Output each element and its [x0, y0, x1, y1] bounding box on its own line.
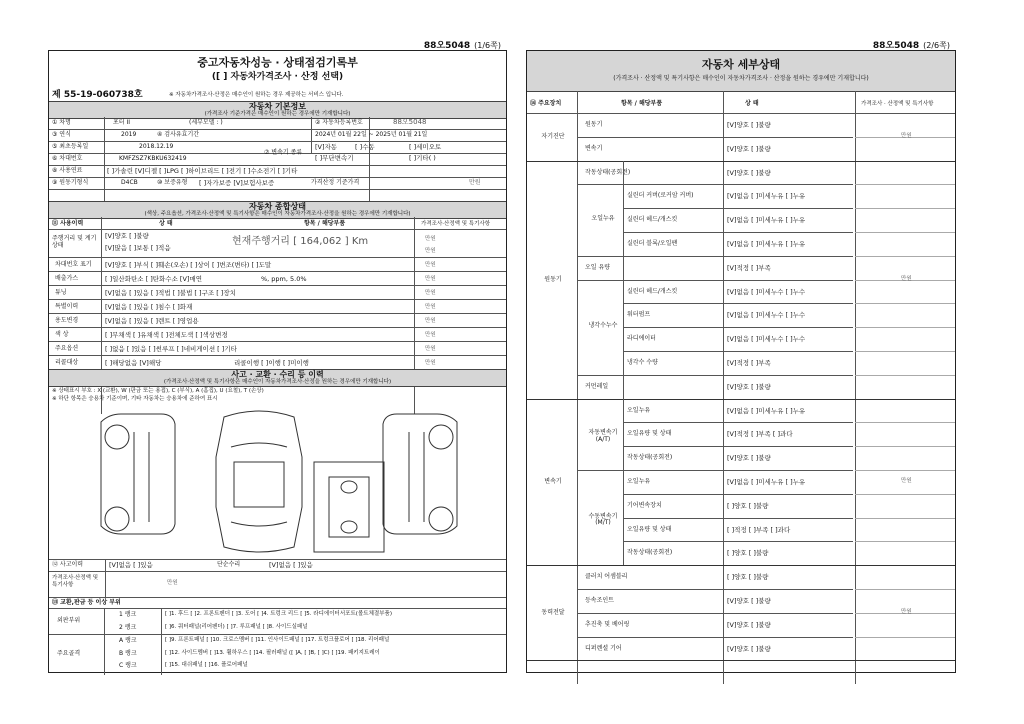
detail-group-1: 원동기	[544, 275, 562, 283]
basic-info-heading: 자동차 기본정보	[249, 102, 306, 111]
detail-item-0-1: 변속기	[585, 144, 603, 152]
detail-row-divider	[623, 541, 853, 542]
detail-model: (세부모델 : )	[189, 119, 223, 126]
detail-state-0-0: [V]양호 [ ]불량	[727, 120, 771, 129]
base-price-label: 가격산정 기준가격	[311, 179, 360, 186]
detail-state-1-1: [V]없음 [ ]미세누유 [ ]누유	[727, 192, 806, 201]
detail-item-2-4: 기어변속장치	[627, 501, 662, 509]
detail-item-1-6: 워터펌프	[627, 311, 651, 319]
right-title: 자동차 세부상태	[701, 58, 781, 71]
detail-item-2-3: 오일누유	[627, 477, 651, 485]
warranty-label: ⑩ 보증유형	[157, 179, 188, 186]
car-top-view	[216, 411, 302, 552]
detail-price-divider	[855, 637, 955, 638]
transmission-label: ⑦ 변속기 종류	[264, 149, 303, 156]
rank-1-label: 1 랭크	[119, 611, 137, 618]
detail-group-0: 자기진단	[541, 132, 565, 140]
detail-price-divider	[855, 232, 955, 233]
basic-info-note: (가격조사 기준가격은 매수인이 원하는 경우에만 기재합니다)	[204, 111, 351, 117]
detail-item-2-6: 작동상태(공회전)	[627, 549, 673, 557]
detail-group-2: 변속기	[544, 477, 562, 485]
detail-price-divider	[855, 208, 955, 209]
mileage-price-unit: 만원	[425, 236, 436, 242]
detail-item-1-2: 실린더 헤드/개스킷	[627, 216, 678, 224]
detail-state-0-1: [V]양호 [ ]불량	[727, 144, 771, 153]
accident-history-label: ⑫ 사고이력	[52, 561, 84, 568]
main-frame-label: 주요골격	[57, 650, 81, 657]
overall-heading: 자동차 종합상태	[249, 202, 306, 211]
car-left-side	[101, 414, 175, 534]
fuel-options: [ ]가솔린 [V]디젤 [ ]LPG [ ]하이브리드 [ ]전기 [ ]수소전기 [ ]기타	[107, 167, 298, 175]
detail-item-2-5: 오일유량 및 상태	[627, 525, 672, 533]
vehicle-diagram	[89, 407, 469, 557]
rank-1-items: [ ]1. 후드 [ ]2. 프론트펜더 [ ]3. 도어 [ ]4. 트렁크 리드 [ ]5. 라디에이터서포트(볼트체결부품)	[165, 611, 392, 617]
detail-item-1-8: 냉각수 수량	[627, 358, 658, 366]
detail-row-divider	[623, 494, 853, 495]
detail-col-state: 상 태	[745, 100, 759, 107]
unit-r1: 만원	[425, 276, 436, 282]
rank-b-label: B 랭크	[119, 650, 137, 657]
detail-group-divider	[527, 161, 955, 162]
detail-state-1-4: [V]적정 [ ]부족	[727, 263, 771, 272]
simple-repair-options: [V]없음 [ ]있음	[269, 561, 313, 569]
detail-item-3-2: 추진축 및 베어링	[585, 620, 630, 628]
unit-r3: 만원	[425, 304, 436, 310]
detail-state-3-1: [V]양호 [ ]불량	[727, 596, 771, 605]
base-price-unit: 만원	[469, 179, 481, 186]
trans-opt-semi: [ ]세미오토	[409, 143, 442, 151]
accident-price-unit: 만원	[167, 580, 178, 586]
row-opts-options: [ ]없음 [ ]있음 [ ]썬루프 [ ]네비게이션 [ ]기타	[105, 345, 237, 353]
detail-item-1-9: 커먼레일	[585, 382, 609, 390]
left-header-page: (1/6쪽)	[474, 41, 501, 50]
detail-item-2-0: 오일누유	[627, 406, 651, 414]
outer-panel-label: 외판부위	[57, 617, 81, 624]
accident-note: (가격조사·산정액 및 특기사항은 매수인이 자동차가격조사·산정을 원하는 경우에만 기재합니다)	[163, 379, 392, 385]
valid-period-value: 2024년 01월 22일 ~ 2025년 01월 21일	[315, 131, 428, 138]
detail-state-1-6: [V]없음 [ ]미세누수 [ ]누수	[727, 311, 806, 320]
fuel-label: ⑧ 사용연료	[52, 167, 83, 174]
rank-c-label: C 랭크	[119, 662, 137, 669]
detail-group-divider	[527, 660, 955, 661]
trans-opt-etc: [ ]기타( )	[409, 154, 436, 162]
warranty-options: [ ]자가보증 [V]보험사보증	[199, 179, 275, 187]
detail-state-2-4: [ ]양호 [ ]불량	[727, 501, 769, 510]
overall-col-item: 항목 / 해당부품	[304, 220, 346, 227]
right-header-number: 88오5048	[872, 41, 920, 51]
rank-b-items: [ ]12. 사이드멤버 [ ]13. 휠하우스 [ ]14. 필러패널 ([ ]A, [ ]B, [ ]C) [ ]19. 패키지트레이	[165, 650, 380, 656]
detail-sub-divider	[577, 470, 853, 471]
accident-legend-2: ※ 하단 항목은 승용차 기준이며, 기타 자동차는 승용차에 준하여 표시	[52, 396, 218, 402]
detail-price-divider	[855, 518, 955, 519]
accident-band	[49, 369, 506, 387]
row-label-tuning: 튜닝	[55, 289, 67, 296]
unit-r4: 만원	[425, 318, 436, 324]
detail-price-divider	[855, 422, 955, 423]
unit-r6: 만원	[425, 346, 436, 352]
vin-value: KMFZSZ7KBKU632419	[119, 155, 187, 162]
detail-row-divider	[623, 303, 853, 304]
detail-sub-label: 냉각수누수	[588, 322, 618, 330]
accident-history-options: [V]없음 [ ]있음	[109, 561, 153, 569]
valid-period-label: ④ 검사유효기간	[157, 131, 200, 138]
detail-price-divider	[855, 303, 955, 304]
detail-state-1-5: [V]없음 [ ]미세누수 [ ]누수	[727, 287, 806, 296]
detail-group-divider	[527, 565, 955, 566]
detail-state-1-3: [V]없음 [ ]미세누유 [ ]누유	[727, 239, 806, 248]
row-label-color: 색 상	[55, 331, 69, 338]
detail-row-divider	[623, 208, 853, 209]
vehicle-name-label: ① 차명	[52, 119, 71, 126]
rank-2-items: [ ]6. 쿼터패널(리어펜더) [ ]7. 루프패널 [ ]8. 사이드실패널	[165, 624, 308, 630]
detail-price-unit-1: 만원	[901, 275, 912, 282]
mileage-amount-options: [V]많음 [ ]보통 [ ]적음	[105, 244, 171, 252]
detail-row-divider	[577, 256, 853, 257]
row-opts-usage-change: [V]없음 [ ]있음 [ ]렌트 [ ]영업용	[105, 317, 199, 325]
accident-heading: 사고 · 교환 · 수리 등 이력	[231, 370, 324, 379]
row-label-usage-change: 용도변경	[55, 317, 79, 324]
car-right-side	[383, 414, 457, 534]
detail-item-1-3: 실린더 블록/오일팬	[627, 239, 678, 247]
detail-item-1-4: 오일 유량	[585, 263, 611, 271]
detail-row-divider	[577, 589, 853, 590]
overall-note: (색상, 주요옵션, 가격조사·산정액 및 특기사항은 매수인이 자동차가격조사·산정을 원하는 경우에만 기재합니다)	[144, 211, 411, 217]
detail-price-divider	[855, 470, 955, 471]
detail-price-divider	[855, 446, 955, 447]
overall-col-history: ⑪ 사용이력	[52, 220, 84, 227]
detail-state-1-9: [V]양호 [ ]불량	[727, 382, 771, 391]
car-bottom-view	[314, 462, 384, 552]
detail-item-3-1: 등속조인트	[585, 596, 614, 604]
trans-opt-auto: [V]자동	[315, 143, 338, 151]
row-label-special: 특별이력	[55, 303, 79, 310]
row-label-emission: 배출가스	[55, 275, 79, 282]
right-title-band	[527, 51, 955, 92]
basic-info-band	[49, 101, 506, 119]
right-form-frame	[526, 50, 956, 673]
detail-row-divider	[623, 232, 853, 233]
simple-repair-label: 단순수리	[217, 561, 241, 568]
unit-r7: 만원	[425, 360, 436, 366]
exchange-heading: ⑬ 교환,판금 등 이상 부위	[52, 599, 121, 606]
detail-sub-label: 수동변속기 (M/T)	[588, 512, 618, 527]
detail-row-divider	[577, 613, 853, 614]
detail-item-2-1: 오일유량 및 상태	[627, 430, 672, 438]
vin-label: ⑥ 차대번호	[52, 155, 83, 162]
detail-price-divider	[855, 541, 955, 542]
accident-legend-1: ※ 상태표시 부호 : X (교환), W (판금 또는 용접), C (부식), A (흠집), U (요철), T (손상)	[52, 388, 264, 394]
detail-sub-label: 오일누유	[591, 215, 615, 223]
detail-state-2-1: [V]적정 [ ]부족 [ ]과다	[727, 430, 793, 439]
engine-value: D4CB	[121, 179, 138, 186]
detail-item-1-0: 작동상태(공회전)	[585, 168, 631, 176]
mileage-price-unit-2: 만원	[425, 248, 436, 254]
detail-price-divider	[855, 351, 955, 352]
detail-price-unit-2: 만원	[901, 477, 912, 484]
detail-item-3-3: 디퍼렌셜 기어	[585, 644, 622, 652]
rank-c-items: [ ]15. 대쉬패널 [ ]16. 플로어패널	[165, 662, 248, 668]
detail-price-divider	[855, 375, 955, 376]
row-extra-emission: %, ppm, 5.0%	[261, 275, 307, 283]
detail-state-2-6: [ ]양호 [ ]불량	[727, 549, 769, 558]
engine-label: ⑨ 원동기형식	[52, 179, 89, 186]
row-opts-color: [ ]무채색 [ ]유채색 [ ]전체도색 [ ]색상변경	[105, 331, 228, 339]
left-subtitle: ([ ] 자동차가격조사 · 산정 선택)	[211, 72, 344, 82]
first-reg-label: ⑤ 최초등록일	[52, 143, 89, 150]
detail-col-device: ⑭ 주요장치	[530, 100, 562, 107]
detail-state-1-7: [V]없음 [ ]미세누수 [ ]누수	[727, 335, 806, 344]
detail-sub-col-line	[623, 399, 624, 566]
row-opts-recall: [ ]해당없음 [V]해당	[105, 359, 162, 367]
rank-2-label: 2 랭크	[119, 624, 137, 631]
overall-band	[49, 201, 506, 219]
detail-state-1-0: [V]양호 [ ]불량	[727, 168, 771, 177]
detail-state-2-3: [V]없음 [ ]미세누유 [ ]누유	[727, 477, 806, 486]
detail-state-1-2: [V]없음 [ ]미세누유 [ ]누유	[727, 216, 806, 225]
left-title: 중고자동차성능 · 상태점검기록부	[197, 56, 358, 69]
detail-item-3-0: 클러치 어셈블리	[585, 573, 628, 581]
detail-row-divider	[623, 446, 853, 447]
detail-price-unit-3: 만원	[901, 608, 912, 615]
detail-item-0-0: 원동기	[585, 120, 603, 128]
detail-item-1-5: 실린더 헤드/개스킷	[627, 287, 678, 295]
first-reg-value: 2018.12.19	[139, 143, 174, 150]
detail-price-divider	[855, 256, 955, 257]
detail-row-divider	[577, 280, 853, 281]
detail-col-price: 가격조사 · 산정액 및 특기사항	[861, 101, 934, 107]
unit-r5: 만원	[425, 332, 436, 338]
unit-r0: 만원	[425, 262, 436, 268]
row-label-vin-mark: 차대번호 표기	[55, 261, 92, 268]
detail-state-2-0: [V]없음 [ ]미세누유 [ ]누유	[727, 406, 806, 415]
detail-group-3: 동력전달	[541, 608, 565, 616]
row-opts-special: [V]없음 [ ]있음 [ ]침수 [ ]화재	[105, 303, 193, 311]
detail-sub-label: 자동변속기 (A/T)	[588, 429, 618, 443]
detail-state-3-2: [V]양호 [ ]불량	[727, 620, 771, 629]
row-extra-recall: 리콜이행 [ ]이행 [ ]미이행	[234, 359, 309, 367]
reg-num-label: ② 자동차등록번호	[315, 119, 363, 126]
mileage-label: 주행거리 및 계기상태	[52, 235, 97, 250]
detail-item-2-2: 작동상태(공회전)	[627, 454, 673, 462]
detail-row-divider	[577, 137, 853, 138]
left-page	[48, 40, 507, 673]
year-label: ③ 연식	[52, 131, 71, 138]
row-label-options: 주요옵션	[55, 345, 79, 352]
detail-state-1-8: [V]적정 [ ]부족	[727, 358, 771, 367]
detail-row-divider	[623, 327, 853, 328]
detail-row-divider	[577, 184, 853, 185]
mileage-state-options: [V]양호 [ ]불량	[105, 232, 149, 240]
current-mileage: 현재주행거리 [ 164,062 ] Km	[232, 236, 369, 247]
accident-price-note: 가격조사·산정액 및 특기사항	[52, 575, 99, 589]
detail-row-divider	[623, 422, 853, 423]
left-form-frame	[48, 50, 507, 673]
row-opts-emission: [ ]일산화탄소 [ ]탄화수소 [V]매연	[105, 275, 202, 283]
trans-opt-cvt: [ ]무단변속기	[315, 154, 354, 162]
reg-num-value: 88오5048	[393, 118, 427, 126]
detail-item-1-7: 라디에이터	[627, 335, 656, 343]
row-label-recall: 리콜대상	[55, 359, 79, 366]
trans-opt-manual: [ ]수동	[355, 143, 375, 151]
right-header-page: (2/6쪽)	[923, 41, 950, 50]
detail-price-divider	[855, 589, 955, 590]
detail-row-divider	[577, 637, 853, 638]
registration-number: 제 55-19-060738호	[52, 90, 143, 100]
rank-a-label: A 랭크	[119, 637, 137, 644]
row-opts-tuning: [V]없음 [ ]있음 [ ]적법 [ ]불법 [ ]구조 [ ]장치	[105, 289, 236, 297]
overall-col-price: 가격조사·산정액 및 특기사항	[421, 221, 491, 227]
left-header-number: 88오5048	[423, 41, 471, 51]
row-opts-vin-mark: [V]양호 [ ]부식 [ ]훼손(오손) [ ]상이 [ ]변조(변타) [ ]도말	[105, 261, 272, 269]
detail-item-1-1: 실린더 커버(로커암 커버)	[627, 192, 694, 200]
vehicle-name-value: 포터 II	[113, 119, 131, 126]
detail-price-divider	[855, 184, 955, 185]
right-subtitle: (가격조사 · 산정액 및 특기사항은 매수인이 자동차가격조사 · 산정을 원하는 경우에만 기재합니다)	[613, 75, 869, 82]
detail-row-divider	[577, 375, 853, 376]
detail-group-divider	[527, 399, 955, 400]
right-page	[526, 40, 956, 673]
registration-note: ※ 자동차가격조사·산정은 매수인이 원하는 경우 제공하는 서비스 입니다.	[169, 92, 344, 98]
detail-state-2-5: [ ]적정 [ ]부족 [ ]과다	[727, 525, 791, 534]
rank-a-items: [ ]9. 프론트패널 [ ]10. 크로스멤버 [ ]11. 인사이드패널 [ ]17. 트렁크플로어 [ ]18. 리어패널	[165, 637, 390, 643]
detail-state-3-0: [ ]양호 [ ]불량	[727, 573, 769, 582]
year-value: 2019	[121, 131, 137, 138]
detail-row-divider	[623, 351, 853, 352]
detail-price-divider	[855, 494, 955, 495]
detail-row-divider	[623, 518, 853, 519]
overall-col-state: 상 태	[159, 220, 173, 227]
detail-state-3-3: [V]양호 [ ]불량	[727, 644, 771, 653]
detail-col-item: 항목 / 해당부품	[621, 100, 663, 107]
unit-r2: 만원	[425, 290, 436, 296]
detail-sub-col-line	[623, 161, 624, 399]
detail-price-unit-0: 만원	[901, 132, 912, 139]
detail-price-divider	[855, 327, 955, 328]
detail-state-2-2: [V]양호 [ ]불량	[727, 454, 771, 463]
